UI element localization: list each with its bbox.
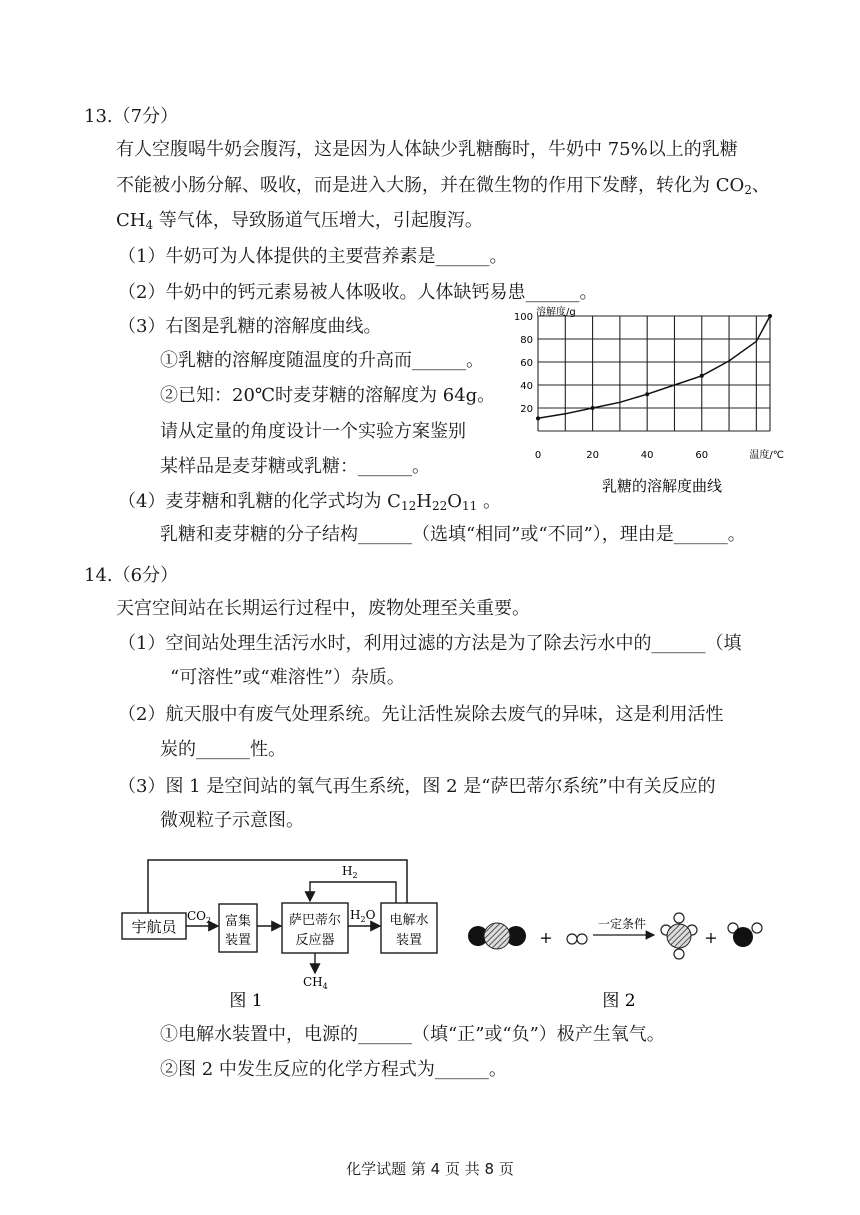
x-tick-label: 40 [640,450,654,461]
plus-1: + [539,928,553,947]
q13-part4b: 乳糖和麦芽糖的分子结构______（选填“相同”或“不同”），理由是______。 [160,524,746,545]
sabatier-label-2: 反应器 [295,933,335,948]
q13-header: 13.（7分） [84,106,179,127]
q13-part2: （2）牛奶中的钙元素易被人体吸收。人体缺钙易患______。 [118,282,598,303]
q14-part1a: （1）空间站处理生活污水时，利用过滤的方法是为了除去污水中的______（填 [118,633,742,654]
plus-2: + [704,928,718,947]
co2-molecule [468,923,526,949]
figure-2 [468,913,762,1011]
solubility-chart [505,300,785,500]
q13-part4: （4）麦芽糖和乳糖的化学式均为 $C_{12}H_{22}O_{11}$ 。 [118,491,501,513]
chart-title: 乳糖的溶解度曲线 [601,477,723,495]
q14-part3a: （3）图 1 是空间站的氧气再生系统，图 2 是“萨巴蒂尔系统”中有关反应的 [118,776,716,797]
figure-1-caption: 图 1 [229,991,263,1011]
data-point [700,374,704,378]
h2o-label: $H_2O$ [350,908,376,924]
h2-molecule [567,934,587,944]
electrolysis-label-1: 电解水 [389,913,429,928]
q13-part1: （1）牛奶可为人体提供的主要营养素是______。 [118,246,508,267]
q13-part3c: 请从定量的角度设计一个实验方案鉴别 [160,421,466,442]
page-footer: 化学试题 第 4 页 共 8 页 [346,1160,514,1178]
y-tick-label: 20 [520,404,533,415]
q14-part1b: “可溶性”或“难溶性”）杂质。 [170,667,405,688]
y-tick-label: 40 [520,381,533,392]
data-point [768,314,772,318]
data-point [536,416,540,420]
q13-intro-line3: $CH_4$ 等气体，导致肠道气压增大，引起腹泻。 [116,210,483,232]
solubility-curve [538,316,770,418]
y-axis-label: 溶解度/g [536,307,576,318]
q14-sub1: ①电解水装置中，电源的______（填“正”或“负”）极产生氧气。 [160,1024,665,1045]
co2-label: $CO_2$ [187,909,212,925]
x-tick-label: 0 [534,450,542,461]
q14-part2a: （2）航天服中有废气处理系统。先让活性炭除去废气的异味，这是利用活性 [118,704,724,725]
astronaut-label: 宇航员 [131,918,177,936]
figure-2-caption: 图 2 [602,991,636,1011]
y-tick-label: 100 [513,312,533,323]
h2-arrow [310,882,396,903]
q13-part3b: ②已知：20℃时麦芽糖的溶解度为 64g。 [160,385,496,406]
reaction-condition: 一定条件 [597,917,647,931]
enrichment-label-2: 装置 [224,933,252,948]
q14-header: 14.（6分） [84,565,179,586]
h2o-molecule [728,923,762,947]
q13-intro-line2: 不能被小肠分解、吸收，而是进入大肠，并在微生物的作用下发酵，转化为 $CO_2$、 [116,175,770,197]
electrolysis-label-2: 装置 [395,933,423,948]
loop-line [148,860,407,913]
y-tick-label: 60 [520,358,533,369]
figures-diagram [0,840,860,1020]
q13-part3d: 某样品是麦芽糖或乳糖：______。 [160,456,430,477]
x-tick-label: 60 [695,450,709,461]
h2-label: $H_2$ [342,864,358,880]
q13-part3: （3）右图是乳糖的溶解度曲线。 [118,316,382,337]
data-point [645,392,649,396]
q14-sub2: ②图 2 中发生反应的化学方程式为______。 [160,1059,507,1080]
sabatier-label-1: 萨巴蒂尔 [288,913,342,928]
q14-intro: 天宫空间站在长期运行过程中，废物处理至关重要。 [116,598,530,619]
ch4-molecule [661,913,697,959]
figure-1 [122,860,437,1011]
y-tick-label: 80 [520,335,533,346]
q13-part3a: ①乳糖的溶解度随温度的升高而______。 [160,350,484,371]
q13-intro-line1: 有人空腹喝牛奶会腹泻，这是因为人体缺少乳糖酶时，牛奶中 75%以上的乳糖 [116,139,738,160]
ch4-label: $CH_4$ [303,975,328,991]
enrichment-label-1: 富集 [224,914,252,929]
x-tick-label: 20 [586,450,599,461]
data-point [591,406,595,410]
q14-part3b: 微观粒子示意图。 [160,810,304,831]
x-axis-label: 温度/℃ [749,450,784,461]
q14-part2b: 炭的______性。 [160,739,286,760]
